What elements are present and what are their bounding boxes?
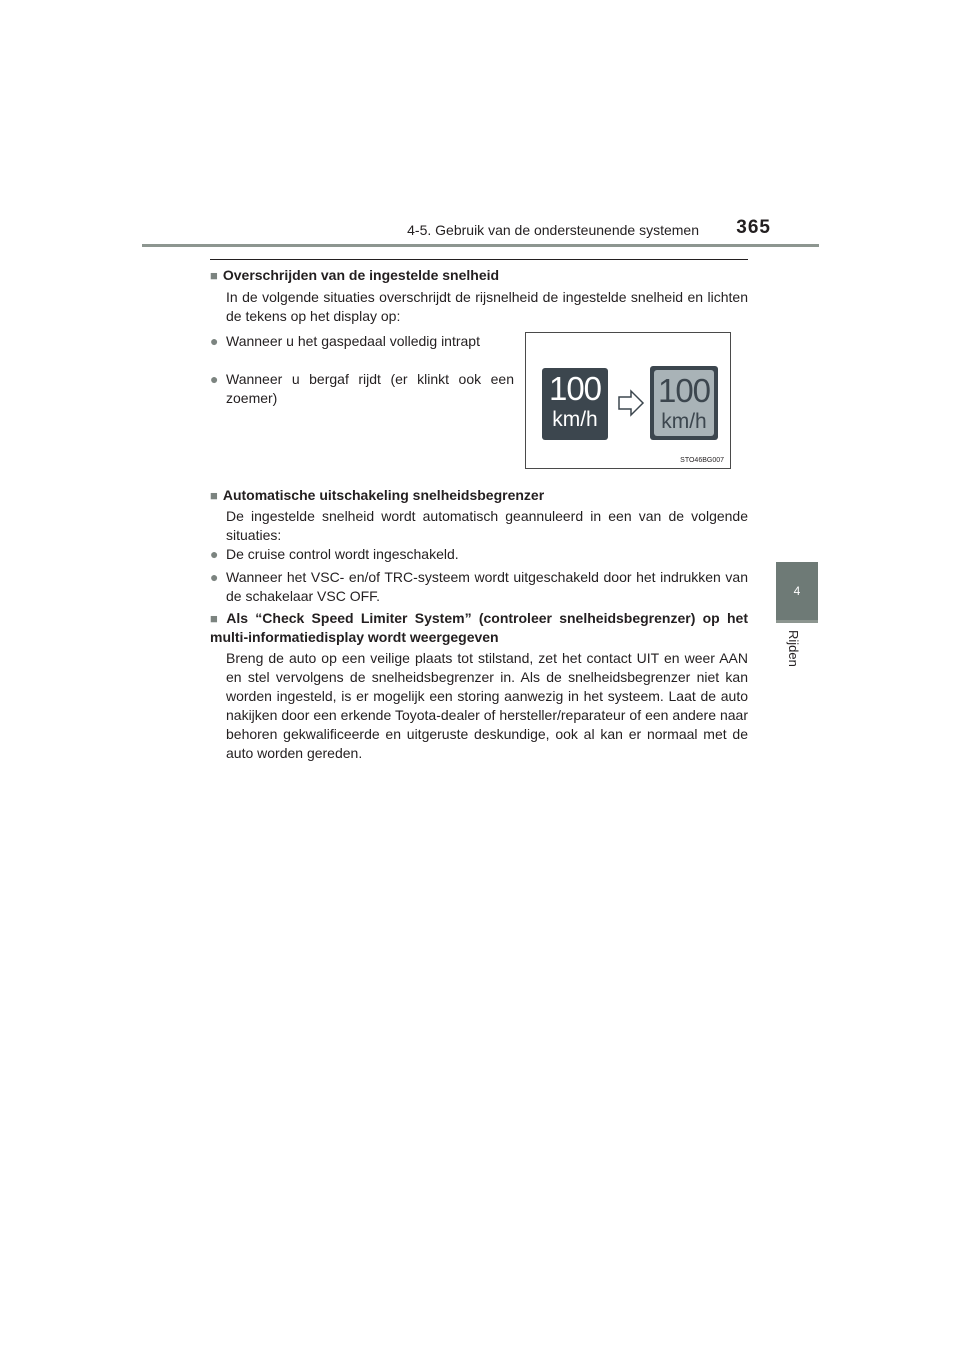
page-number: 365 [736, 217, 771, 238]
bullet-icon: ● [210, 546, 219, 562]
speed-display-illustration [525, 332, 731, 469]
heading-text: Automatische uitschakeling snelheidsbegrenzer [222, 487, 545, 503]
heading-text: Als “Check Speed Limiter System” (controleer snelheidsbegrenzer) op het multi-informatiedisplay wordt weergegeven [210, 610, 748, 645]
figure-code: STO46BG007 [680, 457, 724, 464]
section-title: 4-5. Gebruik van de ondersteunende systemen [407, 222, 699, 238]
list-item-text: Wanneer u bergaf rijdt (er klinkt ook een zoemer) [226, 371, 514, 406]
bullet-icon: ● [210, 371, 219, 387]
arrow-right-icon [616, 388, 646, 418]
list-item-text: Wanneer u het gaspedaal volledig intrapt [226, 333, 480, 349]
list-item [210, 568, 748, 606]
speed-unit: km/h [661, 410, 707, 433]
section-heading [210, 266, 499, 285]
list-item [210, 545, 748, 564]
chapter-tab-divider [776, 620, 818, 623]
chapter-label: Rijden [786, 630, 801, 667]
page-header [142, 214, 819, 246]
heading-marker-icon: ■ [210, 488, 218, 503]
bullet-icon: ● [210, 569, 219, 585]
section-body: In de volgende situaties overschrijdt de rijsnelheid de ingestelde snelheid en lichten de tekens op het display op: [226, 289, 748, 324]
speed-sign-exceeded [654, 370, 714, 436]
list-item [210, 370, 514, 408]
list-item [210, 332, 514, 351]
bullet-icon: ● [210, 333, 219, 349]
heading-marker-icon: ■ [210, 611, 222, 626]
heading-text: Overschrijden van de ingestelde snelheid [222, 267, 500, 283]
section-body: De ingestelde snelheid wordt automatisch geannuleerd in een van de volgende situaties: [226, 508, 748, 543]
heading-marker-icon: ■ [210, 268, 218, 283]
speed-unit: km/h [552, 408, 598, 431]
section-heading [210, 486, 544, 505]
section-heading [210, 609, 748, 647]
list-item-text: Wanneer het VSC- en/of TRC-systeem wordt uitgeschakeld door het indrukken van de schakelaar VSC OFF. [226, 569, 748, 604]
speed-sign-normal [542, 368, 608, 440]
chapter-tab: 4 [776, 562, 818, 620]
speed-value: 100 [548, 370, 602, 407]
list-item-text: De cruise control wordt ingeschakeld. [226, 546, 459, 562]
content-divider [210, 259, 748, 260]
speed-value: 100 [657, 372, 711, 409]
section-body: Breng de auto op een veilige plaats tot stilstand, zet het contact UIT en weer AAN en stel vervolgens de snelheidsbegrenzer in. Als de snelheidsbegrenzer niet kan worden ingesteld, is er mogelijk een storing aanwezig in het systeem. Laat de auto nakijken door een erkende Toyota-dealer of hersteller/reparateur of een andere naar behoren gekwalificeerde en uitgeruste deskundige, ook al kan er normaal met de auto worden gereden. [226, 650, 748, 761]
header-divider [142, 244, 819, 247]
